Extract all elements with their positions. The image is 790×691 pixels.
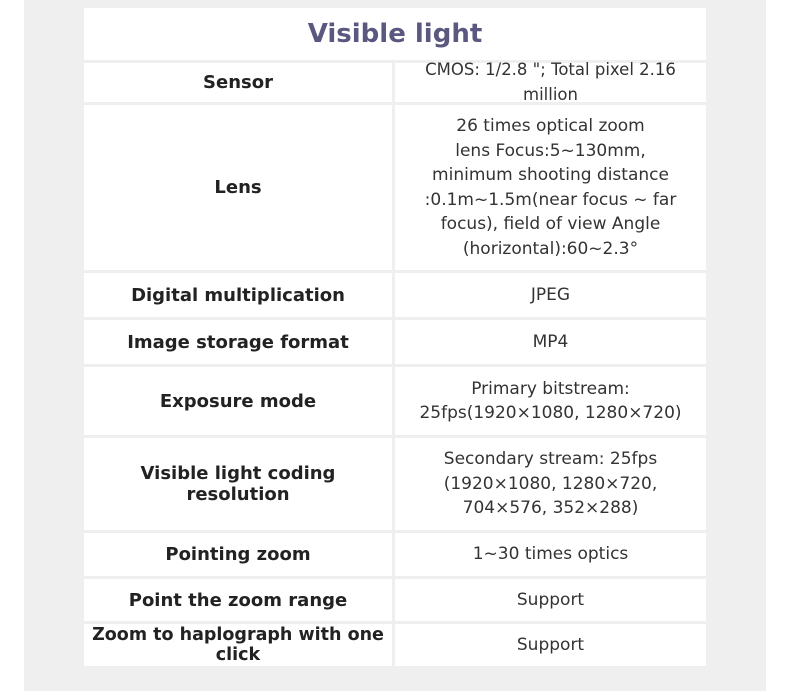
table-row-zoom-range [84, 579, 706, 621]
table-row-lens [84, 105, 706, 270]
table-row-sensor [84, 60, 706, 104]
row-value: Primary bitstream: 25fps(1920×1080, 1280×720) [395, 367, 706, 435]
row-label: Image storage format [84, 320, 392, 364]
row-label: Digital multiplication [84, 273, 392, 317]
row-label: Lens [84, 105, 392, 270]
table-title: Visible light [84, 8, 706, 60]
table-row-image-storage-format [84, 320, 706, 364]
row-value: 1~30 times optics [395, 533, 706, 576]
spec-table [84, 8, 706, 669]
row-label: Point the zoom range [84, 579, 392, 621]
row-value: Support [395, 579, 706, 621]
row-label: Exposure mode [84, 367, 392, 435]
row-value: CMOS: 1/2.8 "; Total pixel 2.16 million [395, 63, 706, 102]
row-value: 26 times optical zoom lens Focus:5~130mm, minimum shooting distance :0.1m~1.5m(near focus ~ far focus), field of view Angle (horizontal):60~2.3° [395, 105, 706, 270]
row-value: JPEG [395, 273, 706, 317]
table-row-pointing-zoom [84, 533, 706, 576]
table-row-coding-resolution [84, 438, 706, 530]
row-label: Visible light coding resolution [84, 438, 392, 530]
table-row-one-click-zoom [84, 624, 706, 666]
row-value: Secondary stream: 25fps (1920×1080, 1280×720, 704×576, 352×288) [395, 438, 706, 530]
row-label: Zoom to haplograph with one click [84, 624, 392, 666]
row-value: MP4 [395, 320, 706, 364]
row-value: Support [395, 624, 706, 666]
row-label: Pointing zoom [84, 533, 392, 576]
row-label: Sensor [84, 63, 392, 102]
table-row-digital-multiplication [84, 273, 706, 317]
table-row-exposure-mode [84, 367, 706, 435]
